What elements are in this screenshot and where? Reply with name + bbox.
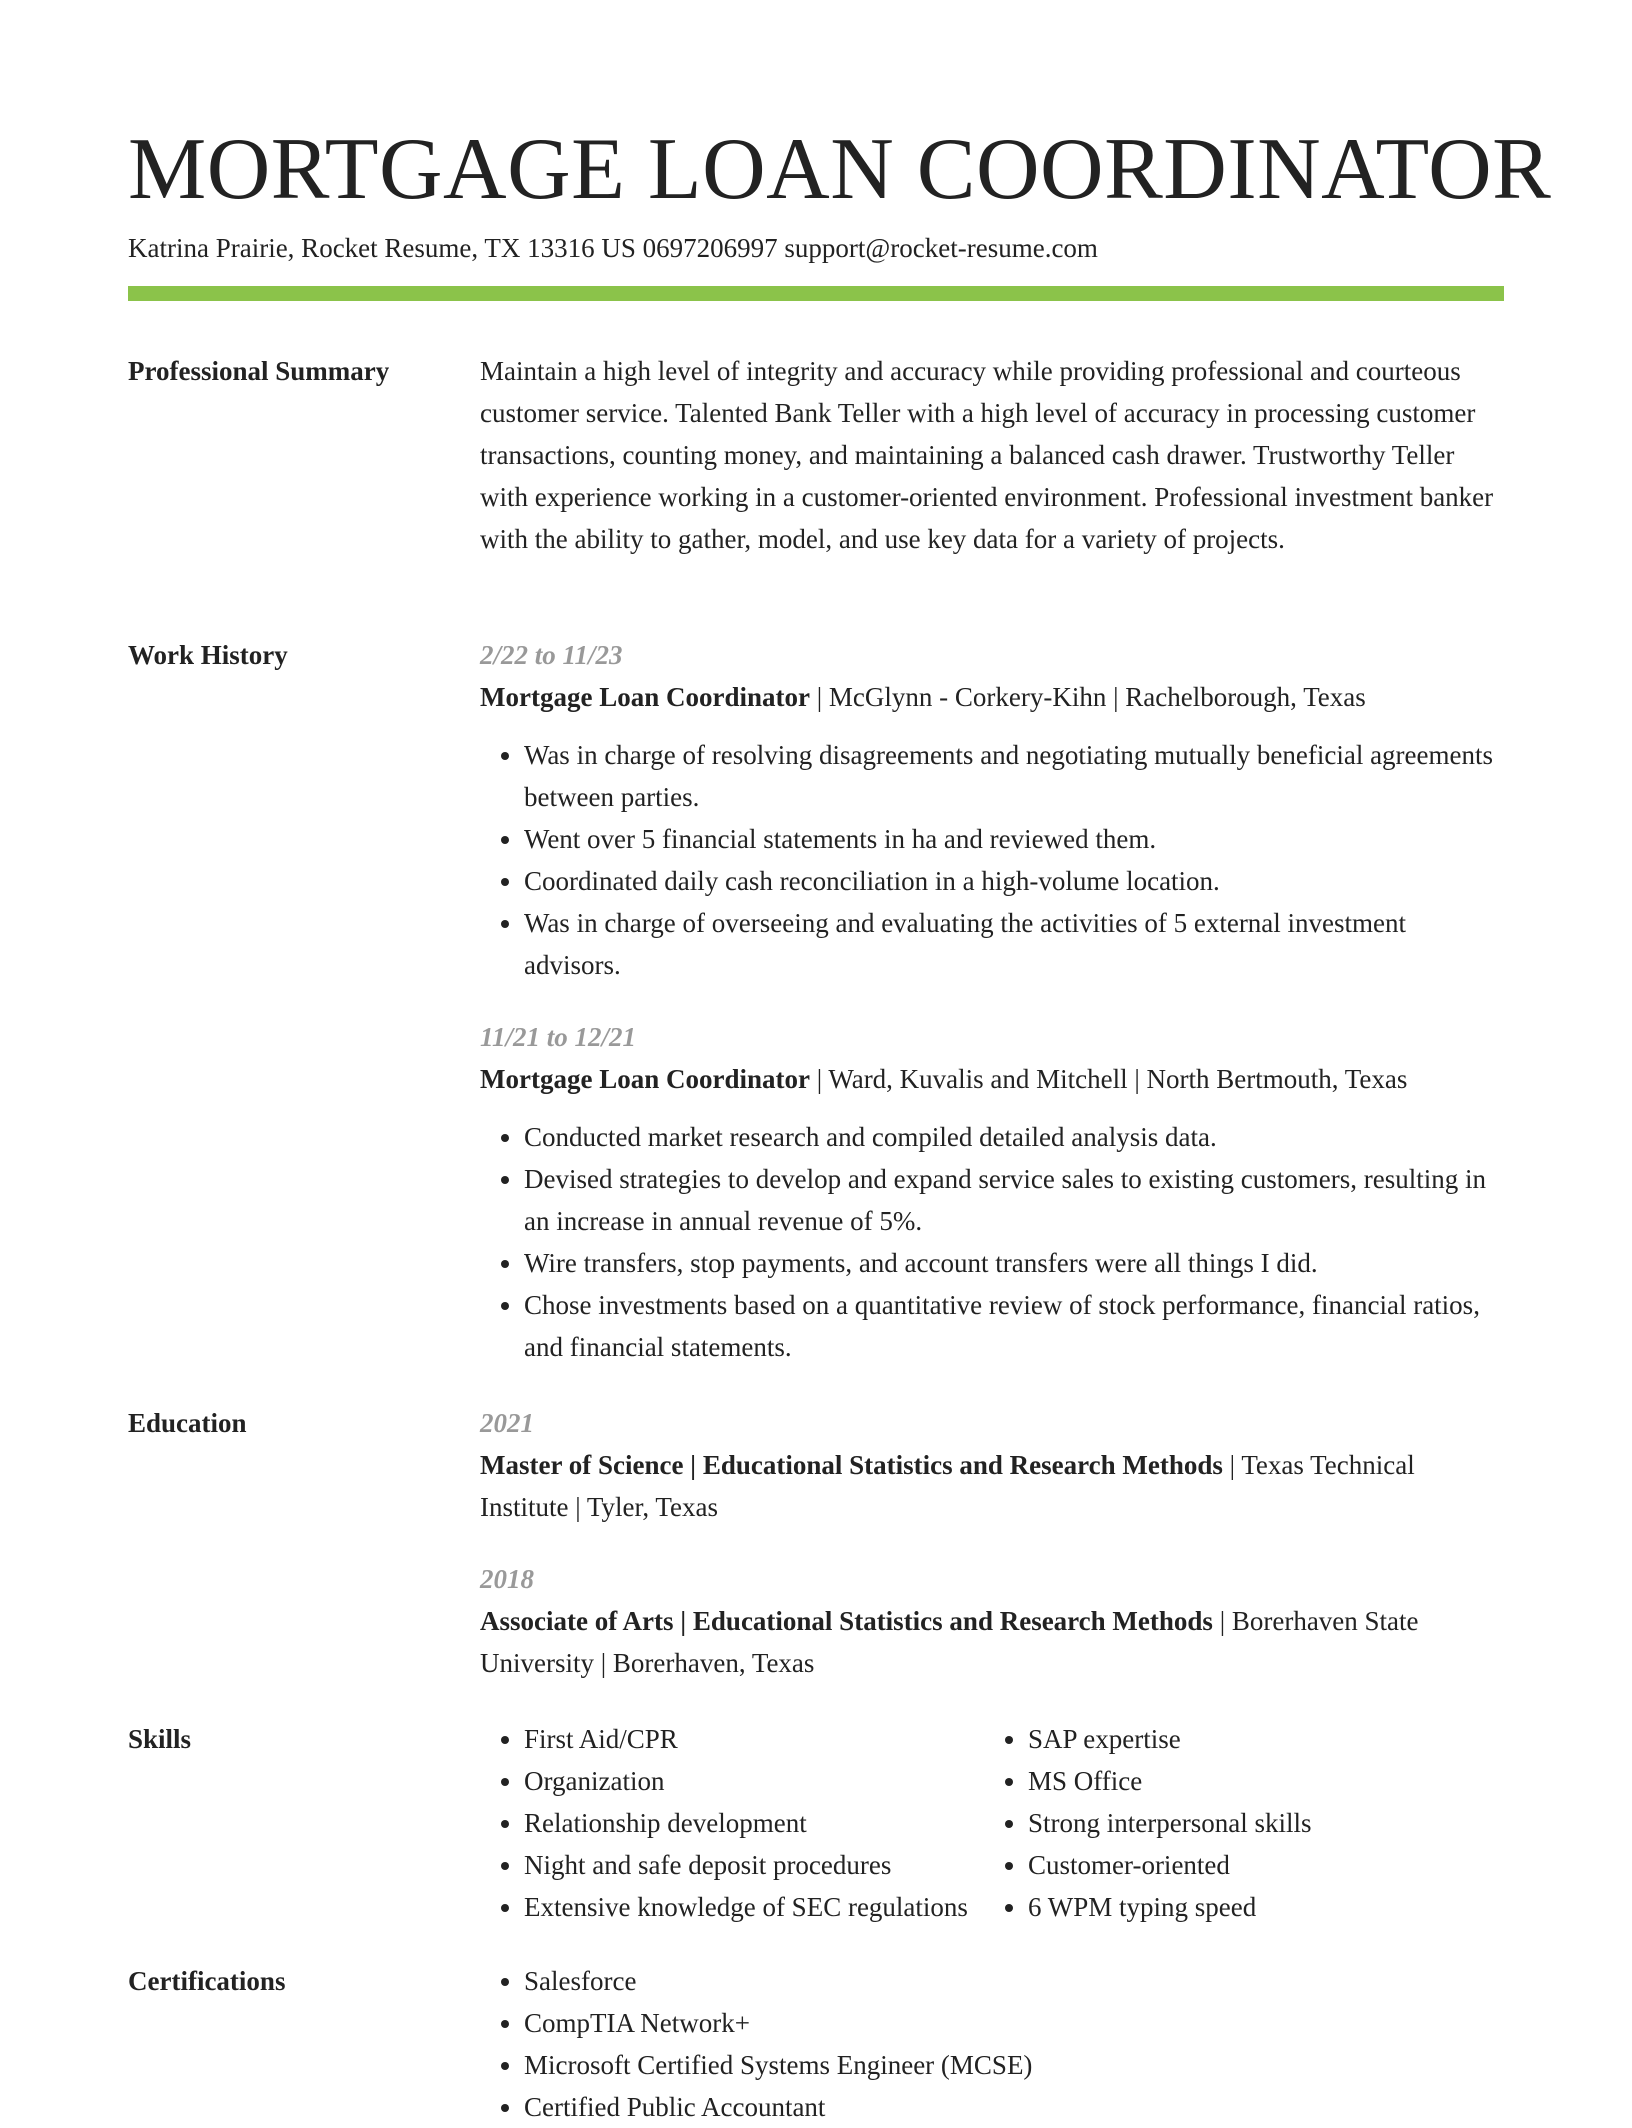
job-role-line: [480, 676, 1504, 718]
skill-item: • Extensive knowledge of SEC regulations: [524, 1886, 968, 1928]
education-entry: [480, 1402, 1504, 1528]
skill-item: • Strong interpersonal skills: [1028, 1802, 1311, 1844]
job-bullet: • Chose investments based on a quantitative review of stock performance, financial ratios, and financial statements.: [524, 1284, 1504, 1368]
certification-item: • CompTIA Network+: [524, 2002, 1504, 2044]
summary-heading: Professional Summary: [128, 356, 390, 386]
job-bullet: • Was in charge of overseeing and evaluating the activities of 5 external investment advisors.: [524, 902, 1504, 986]
education-degree-line: [480, 1600, 1504, 1684]
skill-item: • Customer-oriented: [1028, 1844, 1311, 1886]
education-body: [480, 1402, 1504, 1684]
skill-item: • 6 WPM typing speed: [1028, 1886, 1311, 1928]
job-bullet: • Was in charge of resolving disagreements and negotiating mutually beneficial agreements between parties.: [524, 734, 1504, 818]
education-details: | Texas Technical Institute | Tyler, Texas: [480, 1450, 1415, 1522]
job-bullet: • Coordinated daily cash reconciliation in a high-volume location.: [524, 860, 1504, 902]
work-body: [480, 634, 1504, 1368]
work-heading: Work History: [128, 640, 288, 670]
job-entry: [480, 634, 1504, 986]
education-heading: Education: [128, 1408, 247, 1438]
job-bullet: • Wire transfers, stop payments, and account transfers were all things I did.: [524, 1242, 1504, 1284]
skill-item: • First Aid/CPR: [524, 1718, 968, 1760]
job-title: Mortgage Loan Coordinator: [480, 682, 810, 712]
job-bullets: [480, 734, 1504, 986]
skill-item: • Relationship development: [524, 1802, 968, 1844]
resume-title: MORTGAGE LOAN COORDINATOR: [128, 121, 1552, 218]
summary-body: [480, 350, 1504, 560]
skill-item: • MS Office: [1028, 1760, 1311, 1802]
job-bullet: • Went over 5 financial statements in ha and reviewed them.: [524, 818, 1504, 860]
education-degree-line: [480, 1444, 1504, 1528]
education-degree: Associate of Arts | Educational Statistics and Research Methods: [480, 1606, 1213, 1636]
certification-item: • Certified Public Accountant: [524, 2086, 1504, 2128]
accent-divider: [128, 286, 1504, 301]
education-degree: Master of Science | Educational Statistics and Research Methods: [480, 1450, 1223, 1480]
skill-item: • Night and safe deposit procedures: [524, 1844, 968, 1886]
job-details: | McGlynn - Corkery-Kihn | Rachelborough, Texas: [809, 682, 1366, 712]
skills-list-left: [480, 1718, 968, 1928]
certification-item: • Microsoft Certified Systems Engineer (MCSE): [524, 2044, 1504, 2086]
education-year: 2018: [480, 1564, 534, 1594]
job-dates: 2/22 to 11/23: [480, 640, 623, 670]
job-entry: [480, 1016, 1504, 1368]
certification-item: • Salesforce: [524, 1960, 1504, 2002]
certifications-heading: Certifications: [128, 1966, 286, 1996]
education-year: 2021: [480, 1408, 534, 1438]
certifications-body: [480, 1960, 1504, 2128]
job-dates: 11/21 to 12/21: [480, 1022, 637, 1052]
skills-list-right: [984, 1718, 1311, 1928]
job-details: | Ward, Kuvalis and Mitchell | North Bertmouth, Texas: [809, 1064, 1408, 1094]
job-role-line: [480, 1058, 1504, 1100]
skill-item: • Organization: [524, 1760, 968, 1802]
job-bullet: • Devised strategies to develop and expand service sales to existing customers, resulting in an increase in annual revenue of 5%.: [524, 1158, 1504, 1242]
skills-heading: Skills: [128, 1724, 192, 1754]
skill-item: • SAP expertise: [1028, 1718, 1311, 1760]
education-entry: [480, 1558, 1504, 1684]
contact-line: Katrina Prairie, Rocket Resume, TX 13316 US 0697206997 support@rocket-resume.com: [128, 233, 1098, 263]
education-details: | Borerhaven State University | Borerhaven, Texas: [480, 1606, 1419, 1678]
job-bullets: [480, 1116, 1504, 1368]
job-bullet: • Conducted market research and compiled detailed analysis data.: [524, 1116, 1504, 1158]
job-title: Mortgage Loan Coordinator: [480, 1064, 810, 1094]
certifications-list: [480, 1960, 1504, 2128]
summary-text: Maintain a high level of integrity and accuracy while providing professional and courteous customer service. Talented Bank Teller with a high level of accuracy in processing customer transactions, counting money, and maintaining a balanced cash drawer. Trustworthy Teller with experience working in a customer-oriented environment. Professional investment banker with the ability to gather, model, and use key data for a variety of projects.: [480, 356, 1494, 554]
